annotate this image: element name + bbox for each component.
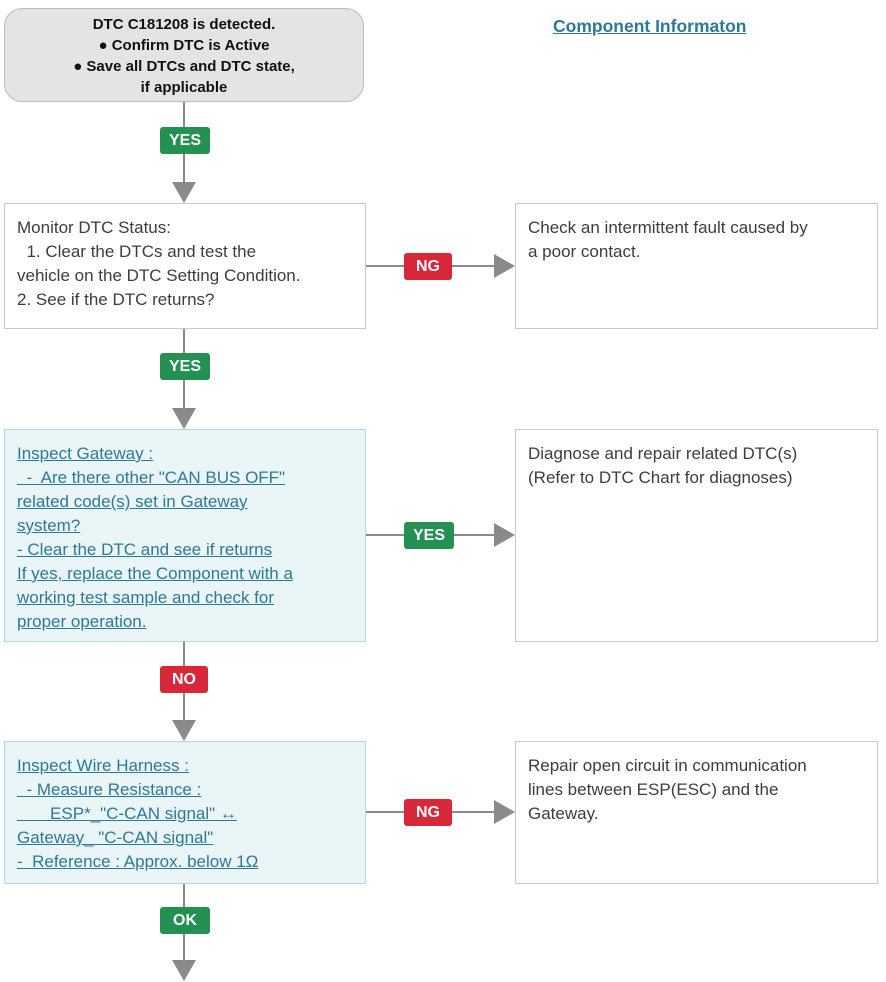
gateway-line-8[interactable]: proper operation.	[17, 612, 147, 631]
gateway-line-4[interactable]: system?	[17, 516, 81, 535]
start-box	[4, 8, 364, 102]
diagnose-line-1: Diagnose and repair related DTC(s)	[528, 444, 798, 463]
arrow-right-1	[494, 254, 515, 278]
arrow-down-2	[172, 408, 196, 429]
yes-badge-2: YES	[160, 353, 210, 380]
harness-line-1[interactable]: Inspect Wire Harness :	[17, 756, 189, 775]
fault-line-2: a poor contact.	[528, 242, 641, 261]
gateway-line-7[interactable]: working test sample and check for	[17, 588, 275, 607]
ok-badge: OK	[160, 907, 210, 934]
arrow-down-1	[172, 182, 196, 203]
monitor-line-3: vehicle on the DTC Setting Condition.	[17, 266, 301, 285]
gateway-line-3[interactable]: related code(s) set in Gateway	[17, 492, 248, 511]
intermittent-fault-box	[515, 203, 878, 329]
diagnose-line-2: (Refer to DTC Chart for diagnoses)	[528, 468, 793, 487]
start-line-1: DTC C181208 is detected.	[92, 16, 276, 33]
monitor-line-1: Monitor DTC Status:	[17, 218, 171, 237]
gateway-line-6[interactable]: If yes, replace the Component with a	[17, 564, 293, 583]
yes-badge-1: YES	[160, 127, 210, 154]
inspect-gateway-box[interactable]	[4, 429, 366, 642]
arrow-down-3	[172, 720, 196, 741]
harness-line-2[interactable]: - Measure Resistance :	[17, 780, 202, 799]
monitor-line-4: 2. See if the DTC returns?	[17, 290, 215, 309]
arrow-right-2	[494, 523, 515, 547]
repair-line-2: lines between ESP(ESC) and the	[528, 780, 779, 799]
fault-line-1: Check an intermittent fault caused by	[528, 218, 808, 237]
harness-line-4[interactable]: Gateway_ "C-CAN signal"	[17, 828, 214, 847]
diagnose-dtc-box	[515, 429, 878, 642]
ng-badge-1: NG	[404, 253, 452, 280]
start-line-3: ● Save all DTCs and DTC state,	[73, 58, 295, 75]
repair-line-3: Gateway.	[528, 804, 599, 823]
start-line-4: if applicable	[140, 79, 228, 96]
arrow-down-4	[172, 960, 196, 981]
ng-badge-2: NG	[404, 799, 452, 826]
repair-open-circuit-box	[515, 741, 878, 884]
gateway-line-5[interactable]: - Clear the DTC and see if returns	[17, 540, 273, 559]
start-line-2: ● Confirm DTC is Active	[98, 37, 270, 54]
monitor-dtc-box	[4, 203, 366, 329]
component-info-link[interactable]: Component Informaton	[553, 16, 747, 36]
arrow-right-3	[494, 800, 515, 824]
harness-line-5[interactable]: - Reference : Approx. below 1Ω	[17, 852, 259, 871]
harness-line-3[interactable]: ESP*_"C-CAN signal" ↔	[17, 804, 237, 823]
gateway-line-2[interactable]: - Are there other "CAN BUS OFF"	[17, 468, 286, 487]
gateway-line-1[interactable]: Inspect Gateway :	[17, 444, 154, 463]
yes-badge-3: YES	[404, 522, 454, 549]
inspect-wire-harness-box[interactable]	[4, 741, 366, 884]
monitor-line-2: 1. Clear the DTCs and test the	[17, 242, 257, 261]
repair-line-1: Repair open circuit in communication	[528, 756, 807, 775]
no-badge: NO	[160, 666, 208, 693]
